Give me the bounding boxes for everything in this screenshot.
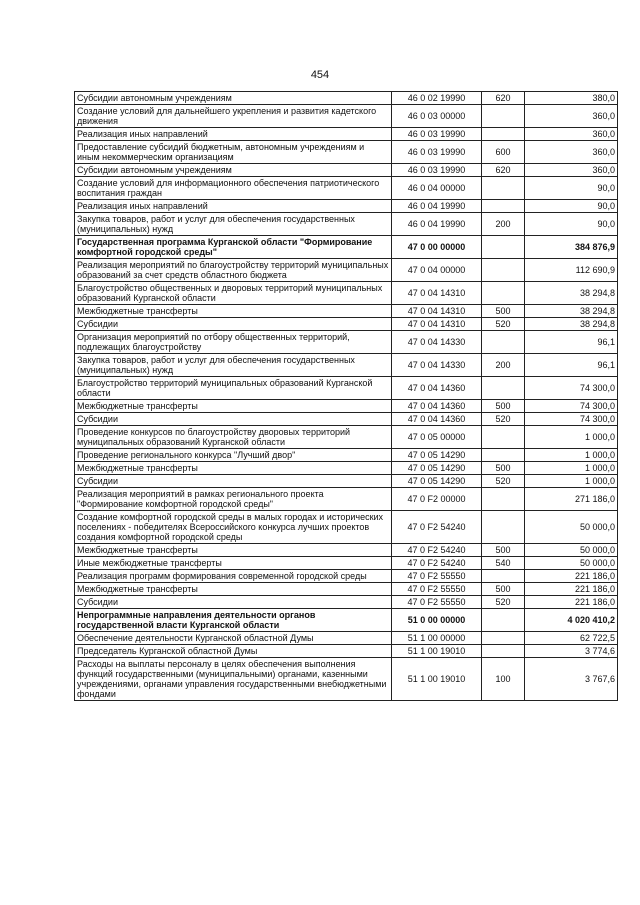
budget-code-cell: 47 0 00 00000 [392, 236, 482, 259]
amount-cell: 380,0 [525, 92, 618, 105]
amount-cell: 271 186,0 [525, 488, 618, 511]
item-name-cell: Субсидии [75, 413, 392, 426]
amount-cell: 90,0 [525, 200, 618, 213]
item-name-cell: Субсидии автономным учреждениям [75, 164, 392, 177]
item-name-cell: Закупка товаров, работ и услуг для обеспечения государственных (муниципальных) нужд [75, 354, 392, 377]
table-row [75, 645, 618, 658]
amount-cell: 38 294,8 [525, 305, 618, 318]
expense-type-cell [482, 200, 525, 213]
table-row [75, 282, 618, 305]
budget-code-cell: 46 0 04 19990 [392, 213, 482, 236]
item-name-cell: Закупка товаров, работ и услуг для обеспечения государственных (муниципальных) нужд [75, 213, 392, 236]
item-name-cell: Межбюджетные трансферты [75, 583, 392, 596]
expense-type-cell [482, 570, 525, 583]
budget-code-cell: 47 0 04 14310 [392, 305, 482, 318]
item-name-cell: Расходы на выплаты персоналу в целях обеспечения выполнения функций государственными (муниципальными) органами, казенными учреждениями, органами управления государственными внебюджетными фондами [75, 658, 392, 701]
budget-code-cell: 47 0 04 14330 [392, 354, 482, 377]
table-row [75, 200, 618, 213]
budget-code-cell: 46 0 04 19990 [392, 200, 482, 213]
expense-type-cell [482, 511, 525, 544]
table-row [75, 105, 618, 128]
budget-code-cell: 47 0 F2 55550 [392, 596, 482, 609]
amount-cell: 38 294,8 [525, 318, 618, 331]
budget-code-cell: 47 0 04 14360 [392, 413, 482, 426]
budget-code-cell: 47 0 F2 00000 [392, 488, 482, 511]
item-name-cell: Организация мероприятий по отбору общественных территорий, подлежащих благоустройству [75, 331, 392, 354]
expense-type-cell: 620 [482, 92, 525, 105]
expense-type-cell [482, 377, 525, 400]
table-row [75, 305, 618, 318]
table-row [75, 475, 618, 488]
amount-cell: 74 300,0 [525, 377, 618, 400]
budget-code-cell: 51 1 00 00000 [392, 632, 482, 645]
item-name-cell: Реализация иных направлений [75, 128, 392, 141]
expense-type-cell [482, 645, 525, 658]
expense-type-cell: 520 [482, 475, 525, 488]
budget-code-cell: 46 0 03 19990 [392, 141, 482, 164]
table-row [75, 413, 618, 426]
expense-type-cell [482, 259, 525, 282]
table-row [75, 164, 618, 177]
amount-cell: 74 300,0 [525, 413, 618, 426]
budget-code-cell: 47 0 F2 54240 [392, 557, 482, 570]
item-name-cell: Обеспечение деятельности Курганской областной Думы [75, 632, 392, 645]
table-row [75, 596, 618, 609]
expense-type-cell [482, 632, 525, 645]
table-row [75, 92, 618, 105]
amount-cell: 3 774,6 [525, 645, 618, 658]
budget-code-cell: 47 0 04 14330 [392, 331, 482, 354]
budget-code-cell: 47 0 04 00000 [392, 259, 482, 282]
amount-cell: 1 000,0 [525, 426, 618, 449]
item-name-cell: Создание комфортной городской среды в малых городах и исторических поселениях - победителях Всероссийского конкурса лучших проектов создания комфортной городской среды [75, 511, 392, 544]
item-name-cell: Реализация мероприятий в рамках регионального проекта "Формирование комфортной городской среды" [75, 488, 392, 511]
budget-code-cell: 47 0 05 14290 [392, 449, 482, 462]
amount-cell: 112 690,9 [525, 259, 618, 282]
expense-type-cell [482, 282, 525, 305]
expense-type-cell: 100 [482, 658, 525, 701]
amount-cell: 96,1 [525, 354, 618, 377]
item-name-cell: Субсидии [75, 596, 392, 609]
budget-table-body [75, 92, 618, 701]
item-name-cell: Государственная программа Курганской области "Формирование комфортной городской среды" [75, 236, 392, 259]
budget-code-cell: 51 1 00 19010 [392, 658, 482, 701]
budget-code-cell: 47 0 F2 54240 [392, 511, 482, 544]
item-name-cell: Благоустройство общественных и дворовых территорий муниципальных образований Курганской области [75, 282, 392, 305]
item-name-cell: Реализация иных направлений [75, 200, 392, 213]
budget-code-cell: 46 0 02 19990 [392, 92, 482, 105]
table-row [75, 213, 618, 236]
table-row [75, 511, 618, 544]
table-row [75, 259, 618, 282]
expense-type-cell: 500 [482, 462, 525, 475]
budget-code-cell: 47 0 05 14290 [392, 462, 482, 475]
table-row [75, 583, 618, 596]
amount-cell: 4 020 410,2 [525, 609, 618, 632]
expense-type-cell [482, 331, 525, 354]
budget-code-cell: 46 0 03 00000 [392, 105, 482, 128]
item-name-cell: Субсидии [75, 318, 392, 331]
item-name-cell: Иные межбюджетные трансферты [75, 557, 392, 570]
expense-type-cell [482, 105, 525, 128]
amount-cell: 360,0 [525, 105, 618, 128]
expense-type-cell [482, 609, 525, 632]
table-row [75, 462, 618, 475]
table-row [75, 426, 618, 449]
table-row [75, 609, 618, 632]
page-number: 454 [310, 69, 330, 81]
budget-code-cell: 47 0 F2 55550 [392, 583, 482, 596]
item-name-cell: Непрограммные направления деятельности органов государственной власти Курганской области [75, 609, 392, 632]
amount-cell: 74 300,0 [525, 400, 618, 413]
budget-code-cell: 51 1 00 19010 [392, 645, 482, 658]
budget-code-cell: 46 0 04 00000 [392, 177, 482, 200]
amount-cell: 50 000,0 [525, 544, 618, 557]
expense-type-cell: 500 [482, 583, 525, 596]
budget-code-cell: 47 0 04 14310 [392, 318, 482, 331]
budget-code-cell: 47 0 04 14310 [392, 282, 482, 305]
expense-type-cell: 600 [482, 141, 525, 164]
item-name-cell: Субсидии автономным учреждениям [75, 92, 392, 105]
table-row [75, 177, 618, 200]
amount-cell: 221 186,0 [525, 596, 618, 609]
expense-type-cell: 500 [482, 400, 525, 413]
table-row [75, 354, 618, 377]
budget-code-cell: 47 0 F2 55550 [392, 570, 482, 583]
amount-cell: 1 000,0 [525, 449, 618, 462]
expense-type-cell: 200 [482, 213, 525, 236]
budget-table [74, 91, 618, 701]
expense-type-cell: 540 [482, 557, 525, 570]
item-name-cell: Реализация программ формирования современной городской среды [75, 570, 392, 583]
table-row [75, 488, 618, 511]
expense-type-cell: 520 [482, 318, 525, 331]
table-row [75, 377, 618, 400]
table-row [75, 141, 618, 164]
item-name-cell: Создание условий для информационного обеспечения патриотического воспитания граждан [75, 177, 392, 200]
expense-type-cell [482, 177, 525, 200]
amount-cell: 96,1 [525, 331, 618, 354]
expense-type-cell [482, 426, 525, 449]
budget-code-cell: 47 0 04 14360 [392, 400, 482, 413]
item-name-cell: Межбюджетные трансферты [75, 462, 392, 475]
amount-cell: 38 294,8 [525, 282, 618, 305]
item-name-cell: Благоустройство территорий муниципальных образований Курганской области [75, 377, 392, 400]
table-row [75, 449, 618, 462]
expense-type-cell: 200 [482, 354, 525, 377]
table-row [75, 331, 618, 354]
amount-cell: 360,0 [525, 164, 618, 177]
table-row [75, 236, 618, 259]
expense-type-cell: 500 [482, 305, 525, 318]
item-name-cell: Проведение конкурсов по благоустройству дворовых территорий муниципальных образований Курганской области [75, 426, 392, 449]
item-name-cell: Проведение регионального конкурса "Лучший двор" [75, 449, 392, 462]
budget-code-cell: 47 0 05 14290 [392, 475, 482, 488]
item-name-cell: Межбюджетные трансферты [75, 544, 392, 557]
item-name-cell: Реализация мероприятий по благоустройству территорий муниципальных образований за счет средств областного бюджета [75, 259, 392, 282]
amount-cell: 50 000,0 [525, 557, 618, 570]
amount-cell: 360,0 [525, 128, 618, 141]
table-row [75, 570, 618, 583]
budget-code-cell: 47 0 04 14360 [392, 377, 482, 400]
budget-code-cell: 46 0 03 19990 [392, 164, 482, 177]
expense-type-cell [482, 488, 525, 511]
table-row [75, 658, 618, 701]
table-row [75, 557, 618, 570]
expense-type-cell [482, 236, 525, 259]
item-name-cell: Создание условий для дальнейшего укрепления и развития кадетского движения [75, 105, 392, 128]
table-row [75, 544, 618, 557]
table-row [75, 400, 618, 413]
amount-cell: 62 722,5 [525, 632, 618, 645]
budget-code-cell: 51 0 00 00000 [392, 609, 482, 632]
item-name-cell: Межбюджетные трансферты [75, 400, 392, 413]
table-row [75, 632, 618, 645]
expense-type-cell: 620 [482, 164, 525, 177]
expense-type-cell: 520 [482, 596, 525, 609]
item-name-cell: Межбюджетные трансферты [75, 305, 392, 318]
amount-cell: 384 876,9 [525, 236, 618, 259]
item-name-cell: Субсидии [75, 475, 392, 488]
amount-cell: 1 000,0 [525, 462, 618, 475]
budget-code-cell: 47 0 05 00000 [392, 426, 482, 449]
amount-cell: 221 186,0 [525, 570, 618, 583]
amount-cell: 360,0 [525, 141, 618, 164]
expense-type-cell: 500 [482, 544, 525, 557]
amount-cell: 1 000,0 [525, 475, 618, 488]
amount-cell: 3 767,6 [525, 658, 618, 701]
table-row [75, 128, 618, 141]
amount-cell: 221 186,0 [525, 583, 618, 596]
amount-cell: 90,0 [525, 213, 618, 236]
expense-type-cell: 520 [482, 413, 525, 426]
budget-code-cell: 46 0 03 19990 [392, 128, 482, 141]
budget-code-cell: 47 0 F2 54240 [392, 544, 482, 557]
item-name-cell: Предоставление субсидий бюджетным, автономным учреждениям и иным некоммерческим организациям [75, 141, 392, 164]
amount-cell: 50 000,0 [525, 511, 618, 544]
table-row [75, 318, 618, 331]
expense-type-cell [482, 449, 525, 462]
expense-type-cell [482, 128, 525, 141]
item-name-cell: Председатель Курганской областной Думы [75, 645, 392, 658]
amount-cell: 90,0 [525, 177, 618, 200]
